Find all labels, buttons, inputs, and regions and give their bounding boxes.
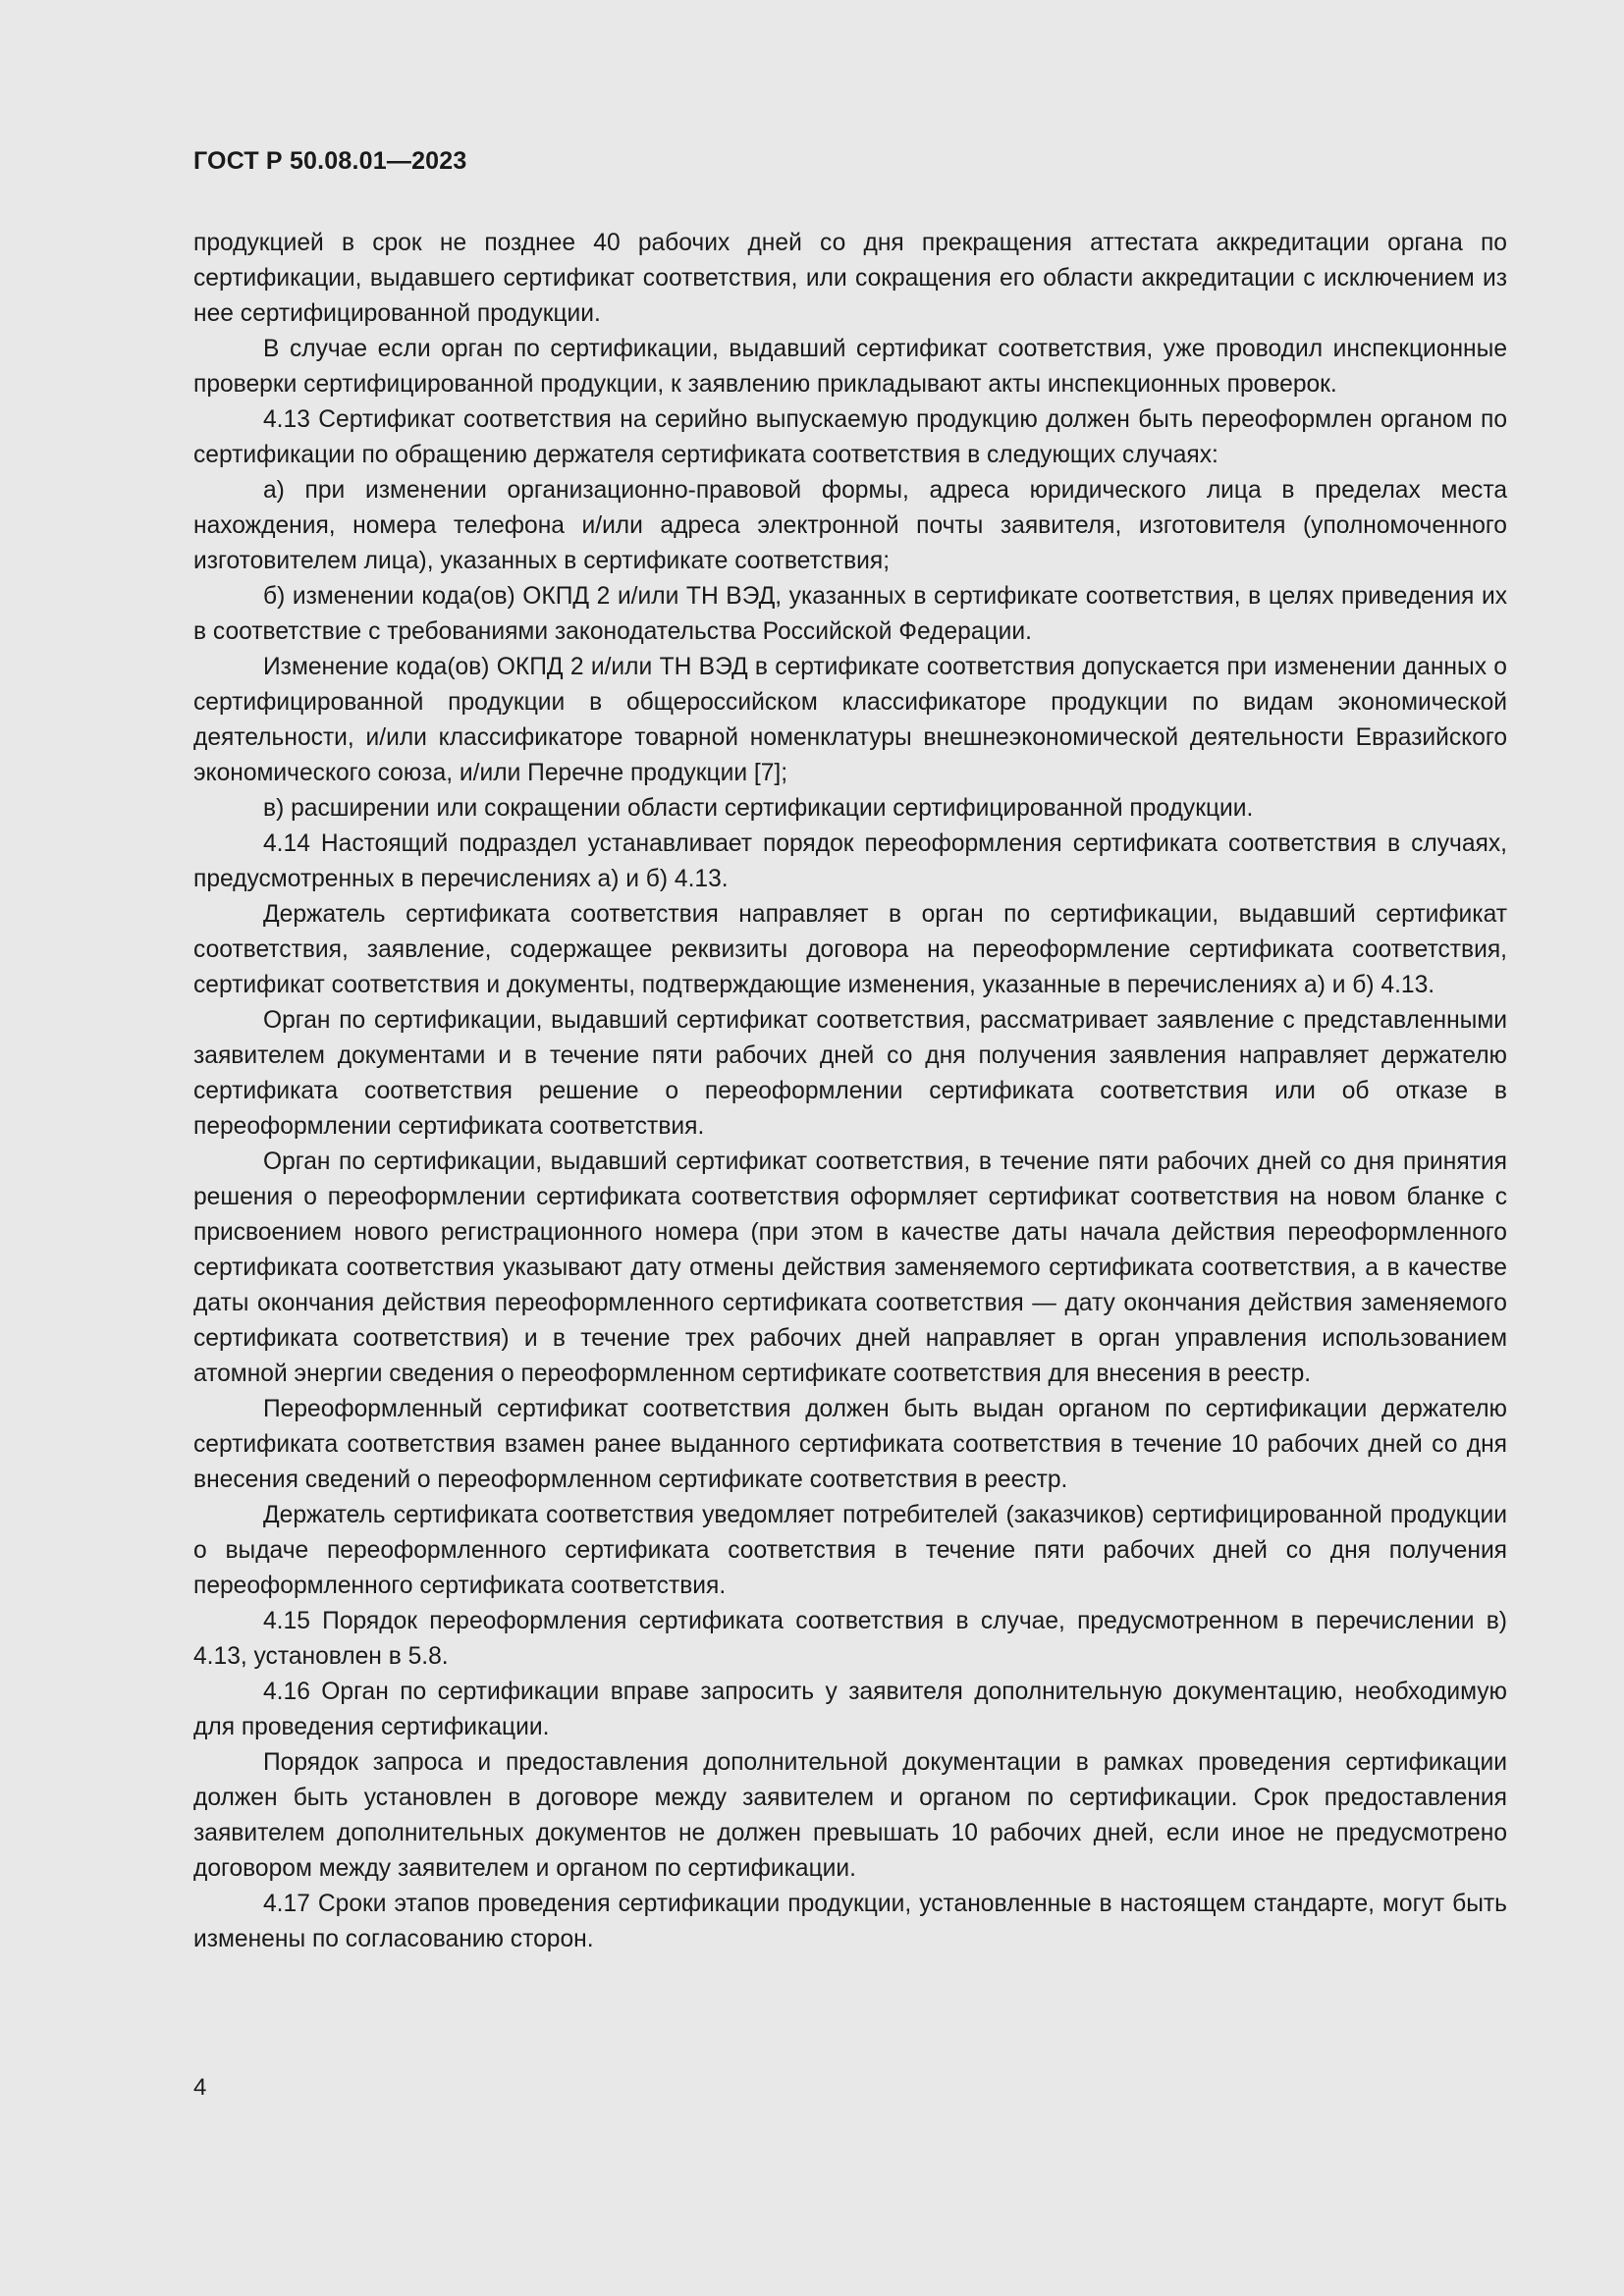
list-item-v: в) расширении или сокращении области сертификации сертифицированной продукции. <box>263 795 1254 822</box>
paragraph: Орган по сертификации, выдавший сертификат соответствия, рассматривает заявление с представленными заявителем документами и в течение пяти рабочих дней со дня получения заявления направляет держателю сертификата соответствия решение о переоформлении сертификата соответствия или об отказе в переоформлении сертификата соответствия. <box>193 1007 1507 1140</box>
document-body <box>193 226 1507 1957</box>
clause-4-15: 4.15 Порядок переоформления сертификата соответствия в случае, предусмотренном в перечислении в) 4.13, установлен в 5.8. <box>193 1608 1507 1670</box>
paragraph: В случае если орган по сертификации, выдавший сертификат соответствия, уже проводил инспекционные проверки сертифицированной продукции, к заявлению прикладывают акты инспекционных проверок. <box>193 336 1507 398</box>
paragraph: Переоформленный сертификат соответствия должен быть выдан органом по сертификации держателю сертификата соответствия взамен ранее выданного сертификата соответствия в течение 10 рабочих дней со дня внесения сведений о переоформленном сертификате соответствия в реестр. <box>193 1396 1507 1493</box>
list-item-b: б) изменении кода(ов) ОКПД 2 и/или ТН ВЭД, указанных в сертификате соответствия, в целях приведения их в соответствие с требованиями законодательства Российской Федерации. <box>193 583 1507 645</box>
page-number: 4 <box>193 2074 207 2101</box>
paragraph: Держатель сертификата соответствия уведомляет потребителей (заказчиков) сертифицированной продукции о выдаче переоформленного сертификата соответствия в течение пяти рабочих дней со дня получения переоформленного сертификата соответствия. <box>193 1502 1507 1599</box>
clause-4-13: 4.13 Сертификат соответствия на серийно выпускаемую продукцию должен быть переоформлен органом по сертификации по обращению держателя сертификата соответствия в следующих случаях: <box>193 406 1507 468</box>
list-item-a: а) при изменении организационно-правовой формы, адреса юридического лица в пределах места нахождения, номера телефона и/или адреса электронной почты заявителя, изготовителя (уполномоченного изготовителем лица), указанных в сертификате соответствия; <box>193 477 1507 574</box>
paragraph: Держатель сертификата соответствия направляет в орган по сертификации, выдавший сертификат соответствия, заявление, содержащее реквизиты договора на переоформление сертификата соответствия, сертификат соответствия и документы, подтверждающие изменения, указанные в перечислениях а) и б) 4.13. <box>193 901 1507 998</box>
clause-4-14: 4.14 Настоящий подраздел устанавливает порядок переоформления сертификата соответствия в случаях, предусмотренных в перечислениях а) и б) 4.13. <box>193 830 1507 892</box>
clause-4-17: 4.17 Сроки этапов проведения сертификации продукции, установленные в настоящем стандарте, могут быть изменены по согласованию сторон. <box>193 1891 1507 1952</box>
paragraph: Орган по сертификации, выдавший сертификат соответствия, в течение пяти рабочих дней со дня принятия решения о переоформлении сертификата соответствия оформляет сертификат соответствия на новом бланке с присвоением нового регистрационного номера (при этом в качестве даты начала действия переоформленного сертификата соответствия указывают дату отмены действия заменяемого сертификата соответствия, а в качестве даты окончания действия переоформленного сертификата соответствия — дату окончания действия заменяемого сертификата соответствия) и в течение трех рабочих дней направляет в орган управления использованием атомной энергии сведения о переоформленном сертификате соответствия для внесения в реестр. <box>193 1148 1507 1387</box>
document-header: ГОСТ Р 50.08.01—2023 <box>193 147 467 175</box>
paragraph: Порядок запроса и предоставления дополнительной документации в рамках проведения сертификации должен быть установлен в договоре между заявителем и органом по сертификации. Срок предоставления заявителем дополнительных документов не должен превышать 10 рабочих дней, если иное не предусмотрено договором между заявителем и органом по сертификации. <box>193 1749 1507 1882</box>
paragraph: продукцией в срок не позднее 40 рабочих дней со дня прекращения аттестата аккредитации органа по сертификации, выдавшего сертификат соответствия, или сокращения его области аккредитации с исключением из нее сертифицированной продукции. <box>193 230 1507 327</box>
clause-4-16: 4.16 Орган по сертификации вправе запросить у заявителя дополнительную документацию, необходимую для проведения сертификации. <box>193 1679 1507 1740</box>
paragraph: Изменение кода(ов) ОКПД 2 и/или ТН ВЭД в сертификате соответствия допускается при изменении данных о сертифицированной продукции в общероссийском классификаторе продукции по видам экономической деятельности, и/или классификаторе товарной номенклатуры внешнеэкономической деятельности Евразийского экономического союза, и/или Перечне продукции [7]; <box>193 654 1507 786</box>
